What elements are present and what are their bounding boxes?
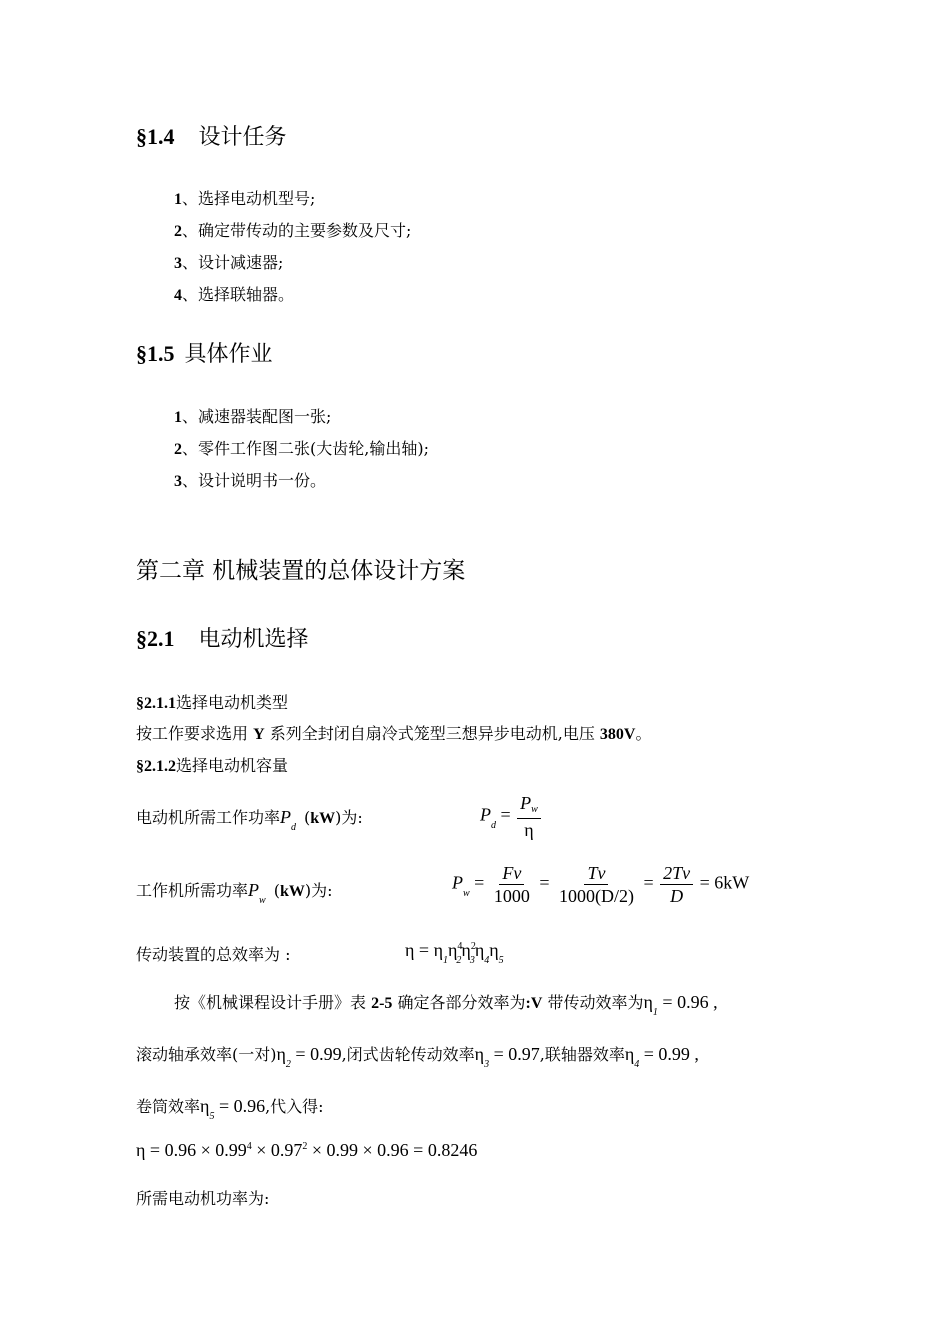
eta-formula: $\eta = \eta_1\eta^4_2\eta^2_3\eta_4\eta_5$ xyxy=(405,940,504,966)
list-item: 1、减速器装配图一张; xyxy=(174,407,332,426)
efficiency-line-1: 按《机械课程设计手册》表 2-5 确定各部分效率为:V 带传动效率为$\eta_1 = 0.96$ , xyxy=(174,992,718,1018)
eta-label: 传动装置的总效率为 : xyxy=(136,945,291,964)
section-number: §1.4 xyxy=(136,124,175,149)
section-title: 电动机选择 xyxy=(198,627,309,652)
eta-calculation: $\eta = 0.96 \times 0.99^4 \times 0.97^2 \times 0.99 \times 0.96 = 0.8246$ xyxy=(136,1140,478,1160)
list-item: 3、设计说明书一份。 xyxy=(174,471,327,490)
list-item: 2、零件工作图二张(大齿轮,输出轴); xyxy=(174,439,429,458)
final-label: 所需电动机功率为: xyxy=(136,1189,270,1208)
pw-label: 工作机所需功率$P_w(kW)$为: xyxy=(136,880,333,906)
section-number: §2.1 xyxy=(136,626,175,651)
efficiency-line-3: 卷筒效率$\eta_5 = 0.96$,代入得: xyxy=(136,1096,324,1122)
subsection-2-1-1-heading: §2.1.1选择电动机类型 xyxy=(136,693,289,712)
pw-formula: $P_w$ = $\frac{Fv}{1000}$ = $\frac{Tv}{1000(D/2)}$ = $\frac{2Tv}{D}$ = 6kW xyxy=(452,863,750,906)
section-1-5-heading xyxy=(136,337,273,368)
chapter-heading: 第二章 机械装置的总体设计方案 xyxy=(136,558,466,584)
section-title: 具体作业 xyxy=(184,342,273,367)
pd-formula: $P_d$ = $\frac{Pw}{\eta}$ xyxy=(480,792,543,841)
pd-label: 电动机所需工作功率$P_d(kW)$为: xyxy=(136,807,363,833)
section-2-1-heading xyxy=(136,622,309,653)
subsection-2-1-2-heading: §2.1.2选择电动机容量 xyxy=(136,756,289,775)
section-title: 设计任务 xyxy=(198,125,287,150)
list-item: 1、选择电动机型号; xyxy=(174,189,316,208)
motor-type-paragraph: 按工作要求选用 Y 系列全封闭自扇冷式笼型三想异步电动机,电压 380V。 xyxy=(136,724,652,743)
list-item: 2、确定带传动的主要参数及尺寸; xyxy=(174,221,412,240)
section-1-4-heading xyxy=(136,120,287,151)
list-item: 3、设计减速器; xyxy=(174,253,284,272)
efficiency-line-2: 滚动轴承效率(一对)$\eta_2 = 0.99$,闭式齿轮传动效率$\eta_3 = 0.97$,联轴器效率$\eta_4 = 0.99$ , xyxy=(136,1044,699,1070)
list-item: 4、选择联轴器。 xyxy=(174,285,295,304)
section-number: §1.5 xyxy=(136,341,175,366)
